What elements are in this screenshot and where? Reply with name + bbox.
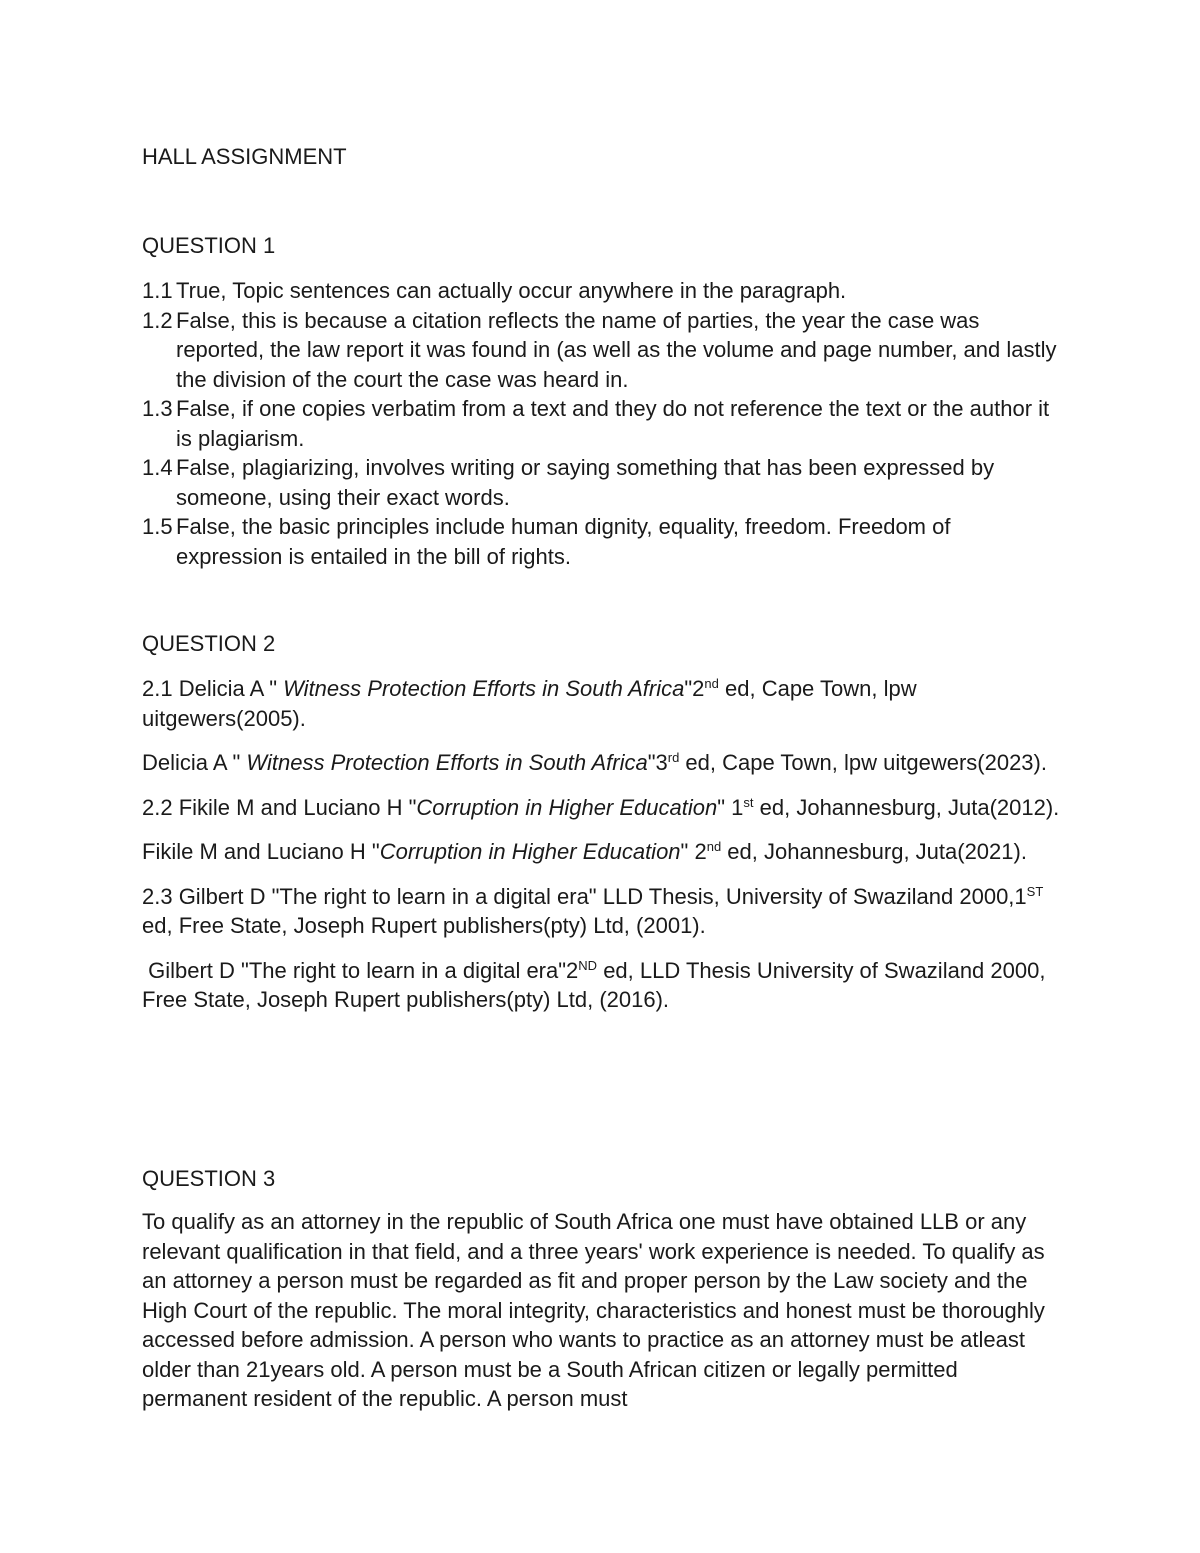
reference-entry — [142, 837, 1062, 867]
reference-title: Corruption in Higher Education — [416, 794, 718, 820]
reference-text: Gilbert D "The right to learn in a digital era"2 — [142, 957, 579, 983]
reference-entry — [142, 882, 1062, 941]
item-number: 1.1 — [142, 278, 173, 303]
list-item — [142, 276, 1062, 306]
item-text: False, this is because a citation reflects the name of parties, the year the case was reported, the law report it was found in (as well as the volume and page number, and lastly the division of the court the case was heard in. — [176, 307, 1057, 392]
question-1-list — [142, 276, 1062, 571]
reference-entry — [142, 674, 1062, 733]
reference-title: Corruption in Higher Education — [379, 839, 681, 864]
reference-text: 2.3 Gilbert D "The right to learn in a digital era" LLD Thesis, University of Swaziland 2000,1 — [142, 883, 1027, 909]
question-1-heading: QUESTION 1 — [142, 233, 276, 258]
ordinal-suffix: st — [743, 794, 754, 810]
ordinal-suffix: nd — [706, 839, 722, 854]
reference-text: ed, Johannesburg, Juta(2012). — [753, 794, 1060, 820]
reference-text: ed, Johannesburg, Juta(2021). — [721, 839, 1027, 864]
reference-text: ed, Free State, Joseph Rupert publishers(pty) Ltd, (2001). — [142, 913, 706, 938]
reference-entry — [142, 956, 1062, 1015]
item-text: False, if one copies verbatim from a text and they do not reference the text or the author it is plagiarism. — [176, 396, 1050, 451]
item-text: True, Topic sentences can actually occur anywhere in the paragraph. — [176, 278, 847, 303]
item-number: 1.3 — [142, 396, 173, 421]
ordinal-suffix: nd — [704, 676, 719, 691]
reference-entry — [142, 793, 1062, 823]
list-item — [142, 512, 1062, 571]
document-title: HALL ASSIGNMENT — [142, 144, 347, 169]
ordinal-suffix: rd — [667, 750, 680, 765]
ordinal-suffix: ST — [1026, 883, 1044, 899]
item-number: 1.2 — [142, 307, 173, 333]
item-text: False, the basic principles include human dignity, equality, freedom. Freedom of expression is entailed in the bill of rights. — [176, 514, 951, 569]
reference-title: Witness Protection Efforts in South Africa — [283, 676, 685, 701]
item-text: False, plagiarizing, involves writing or saying something that has been expressed by someone, using their exact words. — [176, 455, 995, 510]
item-number: 1.4 — [142, 455, 173, 480]
question-2-heading: QUESTION 2 — [142, 631, 276, 656]
reference-text: "3 — [647, 750, 668, 775]
reference-text: "2 — [684, 676, 705, 701]
reference-text: ed, LLD Thesis University of Swaziland 2000, Free State, Joseph Rupert publishers(pty) Ltd, (2016). — [142, 957, 1046, 1012]
question-2-references — [142, 674, 1062, 1030]
reference-entry — [142, 748, 1062, 778]
list-item — [142, 306, 1062, 395]
reference-text: 2.1 Delicia A " — [142, 676, 284, 701]
question-3-answer: To qualify as an attorney in the republic of South Africa one must have obtained LLB or any relevant qualification in that field, and a three years' work experience is needed. To qualify as an attorney a person must be regarded as fit and proper person by the Law society and the High Court of the republic. The moral integrity, characteristics and honest must be thoroughly accessed before admission. A person who wants to practice as an attorney must be atleast older than 21years old. A person must be a South African citizen or legally permitted permanent resident of the republic. A person must — [142, 1209, 1045, 1411]
list-item — [142, 453, 1062, 512]
question-3-heading: QUESTION 3 — [142, 1166, 276, 1191]
reference-text: ed, Cape Town, lpw uitgewers(2005). — [142, 676, 917, 731]
reference-text: Delicia A " — [142, 750, 247, 775]
reference-text: Fikile M and Luciano H " — [142, 839, 380, 864]
item-number: 1.5 — [142, 514, 173, 539]
reference-text: ed, Cape Town, lpw uitgewers(2023). — [679, 750, 1047, 775]
reference-text: 2.2 Fikile M and Luciano H " — [142, 794, 417, 820]
ordinal-suffix: ND — [578, 957, 598, 973]
reference-title: Witness Protection Efforts in South Africa — [246, 750, 648, 775]
list-item — [142, 394, 1062, 453]
reference-text: " 1 — [717, 794, 744, 820]
reference-text: " 2 — [680, 839, 707, 864]
